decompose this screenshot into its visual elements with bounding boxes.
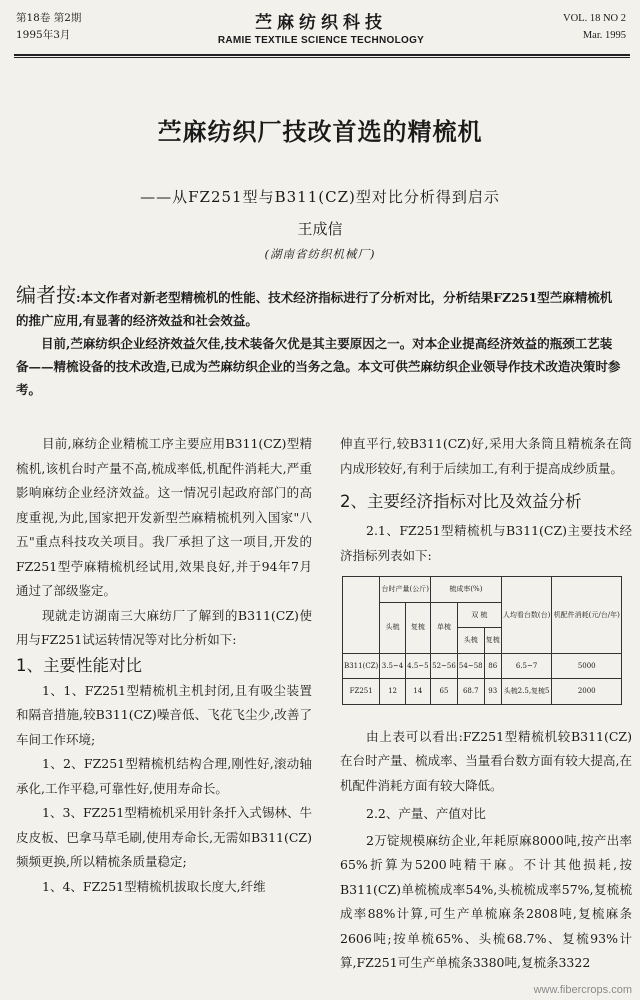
article-subtitle: ——从FZ251型与B311(CZ)型对比分析得到启示 bbox=[140, 188, 500, 206]
table-cell: FZ251 bbox=[343, 679, 380, 705]
header-rule bbox=[14, 54, 630, 56]
table-header-cell: 机配件消耗(元/台/年) bbox=[552, 577, 622, 654]
table-cell: 6.5~7 bbox=[501, 653, 552, 679]
author-affiliation: (湖南省纺织机械厂) bbox=[264, 247, 376, 261]
body-paragraph: 1、2、FZ251型精梳机结构合理,刚性好,滚动轴承化,工作平稳,可靠性好,使用寿命长。 bbox=[16, 756, 312, 796]
table-header-cell: 复梳 bbox=[405, 602, 430, 653]
body-paragraph: 目前,麻纺企业精梳工序主要应用B311(CZ)型精梳机,该机台时产量不高,梳成率低,机配件消耗大,严重影响麻纺企业经济效益。这一情况引起政府部门的高度重视,为此,国家把开发新型苎麻精梳机列入国家"八五"重点科技攻关项目。我厂承担了这一项目,开发的FZ251型苧麻精梳机经试用,效果良好,并于94年7月通过了部级鉴定。 bbox=[16, 436, 312, 598]
indicator-table bbox=[342, 576, 622, 705]
watermark: www.fibercrops.com bbox=[533, 984, 632, 996]
article-title: 苎麻纺织厂技改首选的精梳机 bbox=[157, 117, 483, 146]
volume-cn: 第18卷 第2期 bbox=[16, 12, 82, 24]
date-cn: 1995年3月 bbox=[16, 29, 71, 41]
table-header-cell: 头梳 bbox=[457, 628, 484, 654]
body-paragraph: 2.1、FZ251型精梳机与B311(CZ)主要技术经济指标列表如下: bbox=[340, 523, 632, 563]
table-cell: 2000 bbox=[552, 679, 622, 705]
editor-note-lead: 编者按 bbox=[16, 283, 76, 307]
table-cell: 头梳2.5,复梳5 bbox=[501, 679, 552, 705]
header-rule-thin bbox=[14, 57, 630, 58]
table-header-cell: 台时产量(公斤) bbox=[380, 577, 431, 603]
body-paragraph: 现就走访湖南三大麻纺厂了解到的B311(CZ)使用与FZ251试运转情况等对比分析如下: bbox=[16, 607, 312, 647]
section-heading-1: 1、主要性能对比 bbox=[16, 655, 142, 675]
subsection-heading: 2.2、产量、产值对比 bbox=[366, 806, 486, 821]
body-paragraph: 由上表可以看出:FZ251型精梳机较B311(CZ)在台时产量、梳成率、当量看台数方面有较大提高,在机配件消耗方面有较大降低。 bbox=[340, 728, 632, 793]
table-cell: B311(CZ) bbox=[343, 653, 380, 679]
table-cell: 65 bbox=[431, 679, 458, 705]
date-en: Mar. 1995 bbox=[582, 30, 626, 41]
table-header-cell: 头梳 bbox=[380, 602, 405, 653]
body-paragraph: 2万锭规模麻纺企业,年耗原麻8000吨,按产出率65%折算为5200吨精干麻。不计其他损耗,按B311(CZ)单梳梳成率54%,头梳梳成率57%,复梳梳成率88%计算,可生产单梳麻条2808吨,复梳麻条2606吨;按单梳65%、头梳68.7%、复梳93%计算,FZ251可生产单梳条3380吨,复梳条3322 bbox=[340, 832, 632, 970]
table-cell: 4.5~5 bbox=[405, 653, 430, 679]
article-author: 王成信 bbox=[297, 220, 343, 238]
table-cell: 54~58 bbox=[457, 653, 484, 679]
journal-name-cn: 苎麻纺织科技 bbox=[255, 13, 387, 33]
table-row bbox=[343, 653, 622, 679]
table-cell: 86 bbox=[484, 653, 501, 679]
table-cell: 5000 bbox=[552, 653, 622, 679]
table-cell: 68.7 bbox=[457, 679, 484, 705]
table-header-cell: 人均看台数(台) bbox=[501, 577, 552, 654]
table-header-cell: 单梳 bbox=[431, 602, 458, 653]
editor-note-p2: 目前,苎麻纺织企业经济效益欠佳,技术装备欠优是其主要原因之一。对本企业提高经济效益的瓶颈工艺装备——精梳设备的技术改造,已成为苎麻纺织企业的当务之急。本文可供苎麻纺织企业领导作技术改造决策时参考。 bbox=[16, 336, 621, 397]
journal-name bbox=[16, 8, 626, 46]
body-paragraph: 1、1、FZ251型精梳机主机封闭,且有吸尘装置和隔音措施,较B311(CZ)噪音低、飞花飞尘少,改善了车间工作环境; bbox=[16, 682, 312, 747]
table-cell: 93 bbox=[484, 679, 501, 705]
issue-info-en bbox=[563, 10, 626, 44]
table-header-cell: 复梳 bbox=[484, 628, 501, 654]
table-header-cell bbox=[343, 577, 380, 654]
table-header-cell: 双 梳 bbox=[457, 602, 501, 628]
right-column bbox=[340, 432, 632, 976]
table-cell: 3.5~4 bbox=[380, 653, 405, 679]
table-cell: 14 bbox=[405, 679, 430, 705]
journal-header bbox=[16, 8, 626, 52]
left-column bbox=[16, 432, 312, 899]
table-header-cell: 梳成率(%) bbox=[431, 577, 502, 603]
volume-en: VOL. 18 NO 2 bbox=[563, 13, 626, 24]
table-cell: 12 bbox=[380, 679, 405, 705]
section-heading-2: 2、主要经济指标对比及效益分析 bbox=[340, 492, 582, 511]
editor-note-p1 bbox=[16, 284, 622, 332]
table-cell: 52~56 bbox=[431, 653, 458, 679]
body-paragraph: 伸直平行,较B311(CZ)好,采用大条筒且精梳条在筒内成形较好,有利于后续加工,有利于提高成纱质量。 bbox=[340, 436, 632, 476]
body-paragraph: 1、3、FZ251型精梳机采用针条扦入式锡林、牛皮皮板、巴拿马草毛刷,使用寿命长,无需如B311(CZ)频频更换,所以精梳条质量稳定; bbox=[16, 805, 312, 869]
table-row bbox=[343, 679, 622, 705]
editor-note-text1: :本文作者对新老型精梳机的性能、技术经济指标进行了分析对比，分析结果FZ251型苎麻精梳机的推广应用,有显著的经济效益和社会效益。 bbox=[16, 290, 613, 328]
journal-name-en: RAMIE TEXTILE SCIENCE TECHNOLOGY bbox=[217, 35, 425, 46]
editor-note bbox=[16, 284, 622, 401]
body-paragraph: 1、4、FZ251型精梳机拔取长度大,纤维 bbox=[42, 878, 266, 894]
